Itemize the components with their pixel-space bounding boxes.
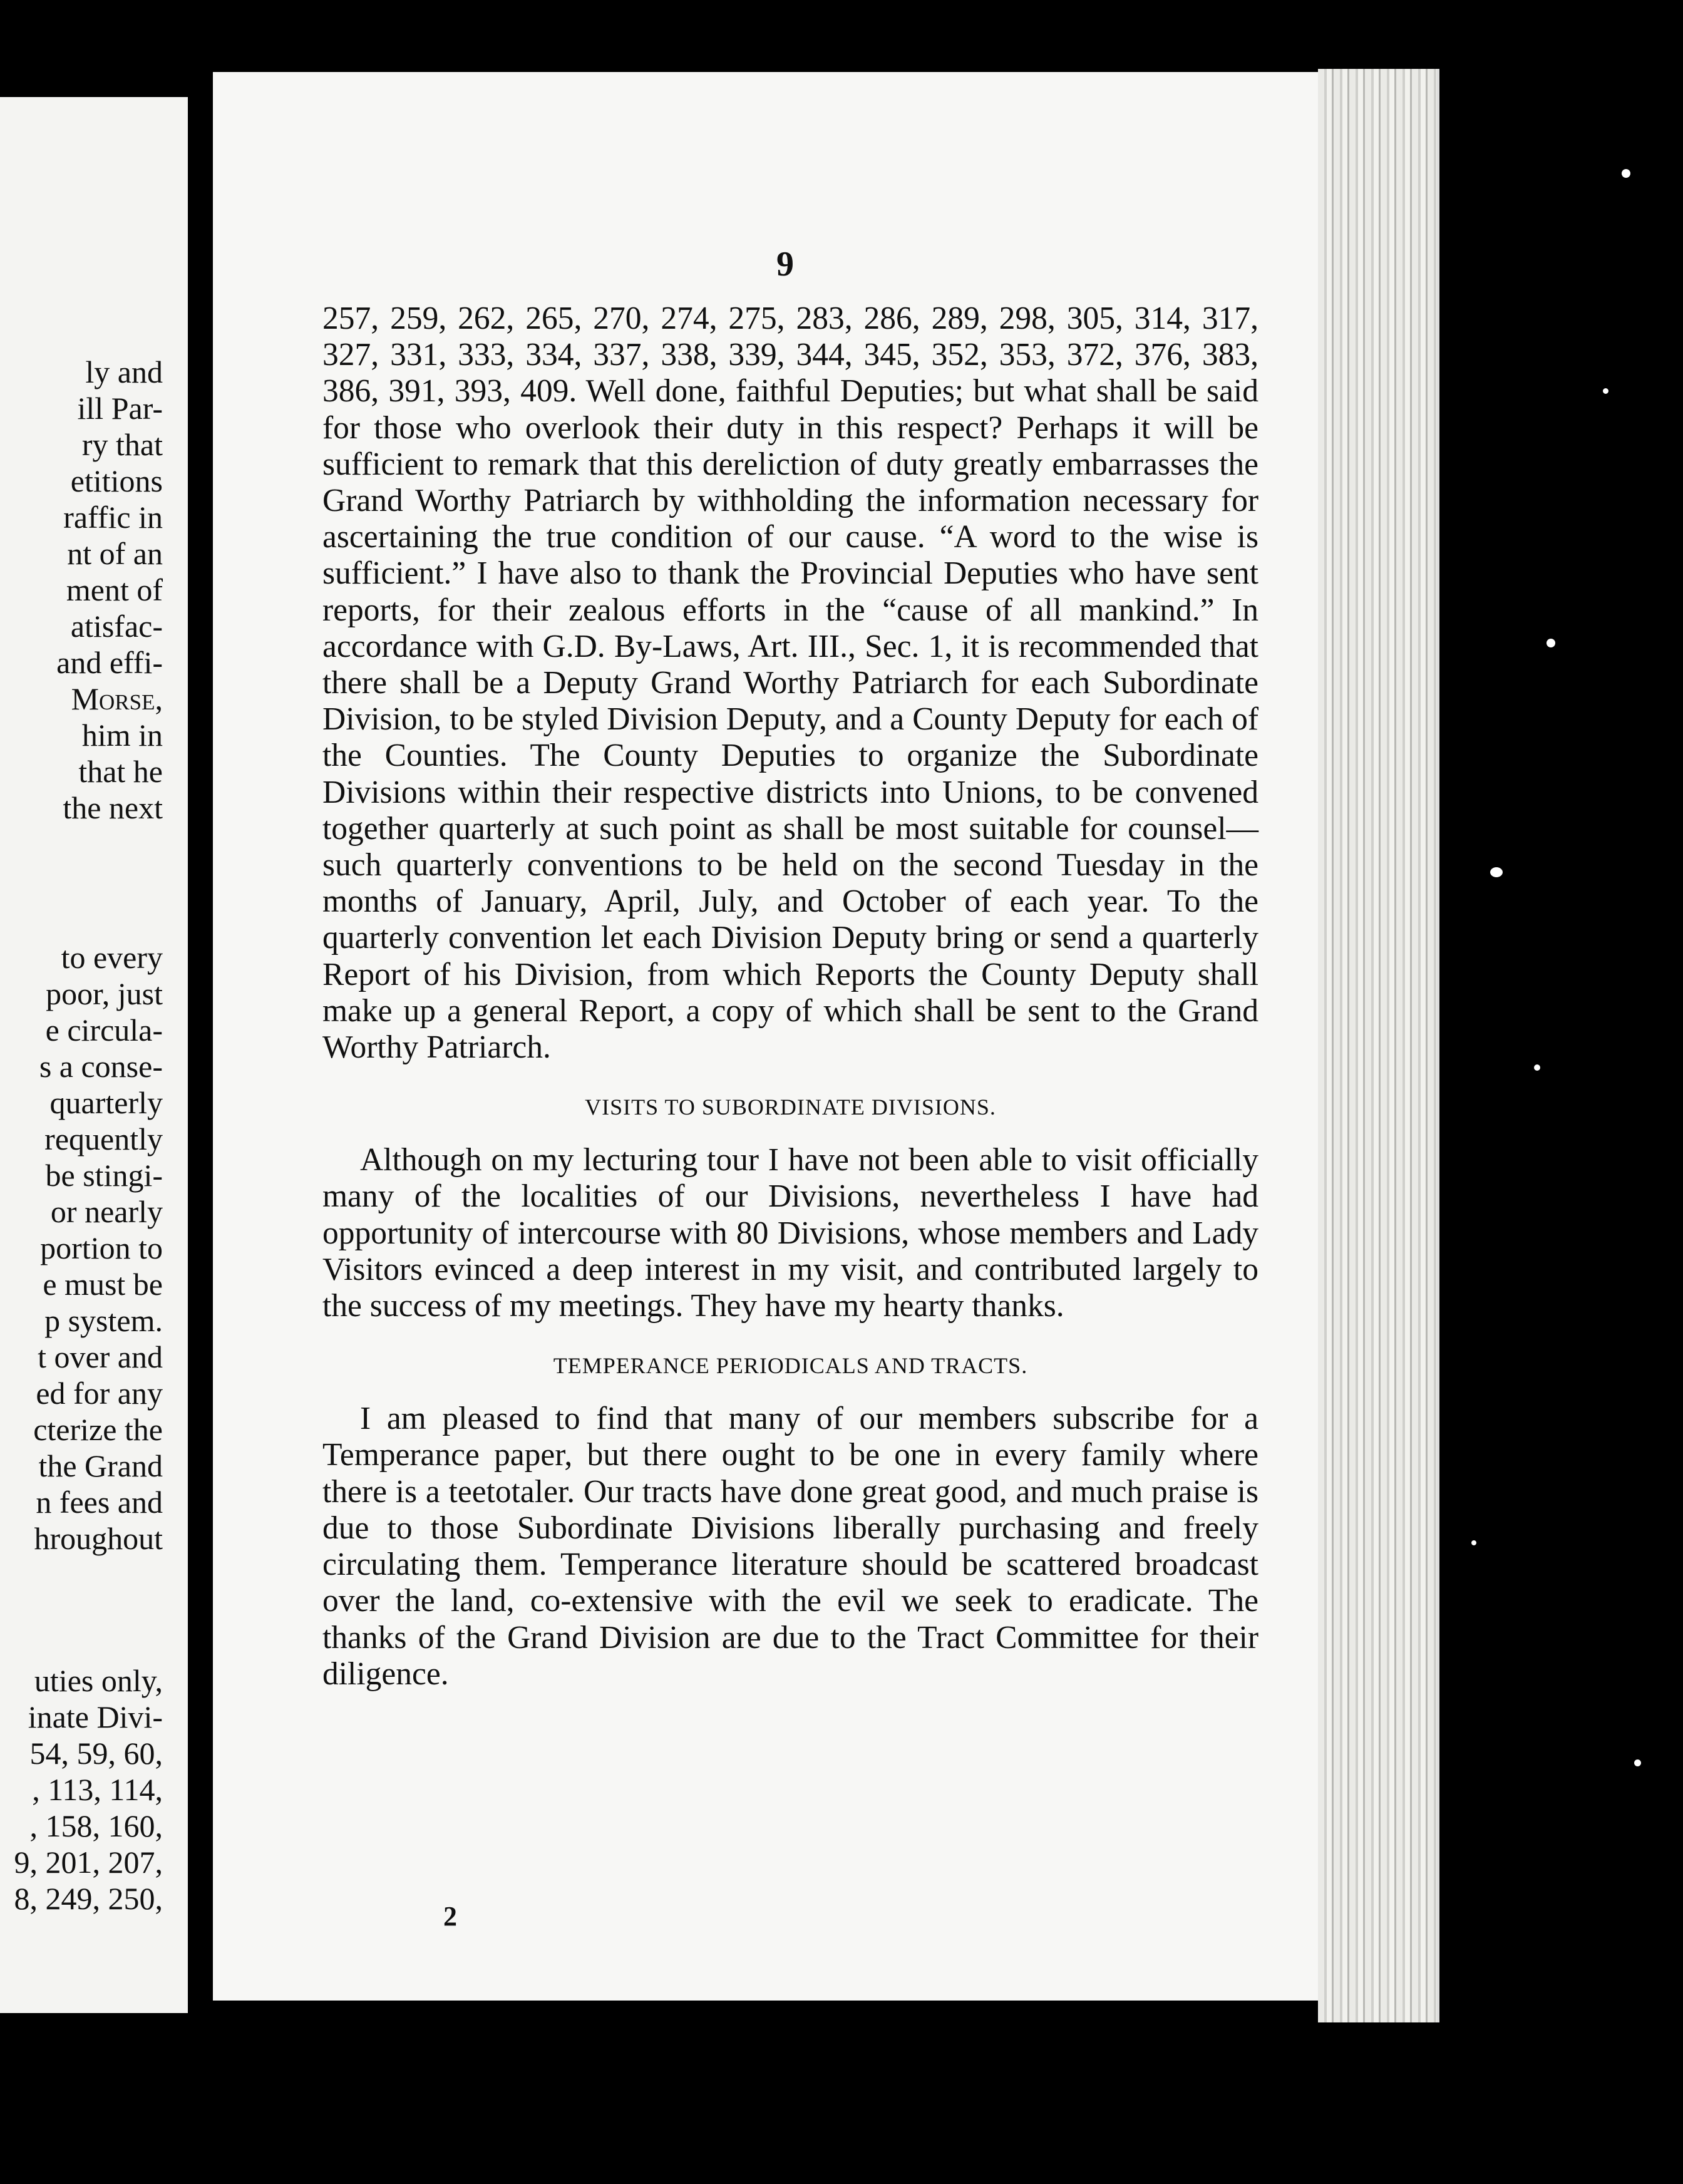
left-line: be stingi-	[45, 1158, 163, 1193]
left-line: hroughout	[34, 1521, 163, 1556]
left-line: t over and	[38, 1339, 163, 1374]
left-line: ill Par-	[77, 391, 163, 426]
left-line: the next	[63, 790, 163, 825]
left-line: atisfac-	[70, 609, 163, 644]
left-line: and effi-	[56, 645, 163, 680]
paragraph-temperance: I am pleased to find that many of our members subscribe for a Temperance paper, but there ought to be one in every family where there is a teetotaler. Our tracts have done great good, and much praise is due to those Subordinate Divisions liberally purchasing and freely circulating them. Temperance literature should be scattered broadcast over the land, co-extensive with the evil we seek to eradicate. The thanks of the Grand Division are due to the Tract Committee for their diligence.	[322, 1401, 1258, 1692]
left-line: him in	[81, 718, 163, 753]
heading-temperance: TEMPERANCE PERIODICALS AND TRACTS.	[553, 1353, 1028, 1379]
dust-speck	[1634, 1759, 1641, 1766]
left-line: 54, 59, 60,	[29, 1736, 163, 1771]
paragraph-deputies: 257, 259, 262, 265, 270, 274, 275, 283, 286, 289, 298, 305, 314, 317, 327, 331, 333, 334, 337, 338, 339, 344, 345, 352, 353, 372, 376, 383, 386, 391, 393, 409. Well done, faithful Deputies; but what shall be said for those who overlook their duty in this respect? Perhaps it will be sufficient to remark that this dereliction of duty greatly embarrasses the Grand Worthy Patriarch by withholding the information necessary for ascertaining the true condition of our cause. “A word to the wise is sufficient.” I have also to thank the Provincial Deputies who have sent reports, for their zealous efforts in the “cause of all mankind.” In accordance with G.D. By-Laws, Art. III., Sec. 1, it is recommended that there shall be a Deputy Grand Worthy Patriarch for each Subordinate Division, to be styled Division Deputy, and a County Deputy for each of the Counties. The County Deputies to organize the Subordinate Divisions within their respective districts into Unions, to be convened together quarterly at such point as shall be most suitable for counsel—such quarterly conventions to be held on the second Tuesday in the months of January, April, July, and October of each year. To the quarterly convention let each Division Deputy bring or send a quarterly Report of his Division, from which Reports the County Deputy shall make up a general Report, a copy of which shall be sent to the Grand Worthy Patriarch.	[322, 301, 1258, 1066]
left-line: portion to	[40, 1230, 163, 1265]
left-line: raffic in	[63, 500, 163, 535]
left-line: Morse,	[71, 681, 163, 716]
paragraph-visits: Although on my lecturing tour I have not been able to visit officially many of the localities of our Divisions, nevertheless I have had opportunity of intercourse with 80 Divisions, whose members and Lady Visitors evinced a deep interest in my visit, and contributed largely to the success of my meetings. They have my hearty thanks.	[322, 1142, 1258, 1324]
left-line: ly and	[85, 354, 163, 389]
left-line: ed for any	[36, 1376, 163, 1411]
left-line: ry that	[81, 427, 163, 462]
left-line: etitions	[70, 463, 163, 498]
left-line: nt of an	[67, 536, 163, 571]
heading-visits: VISITS TO SUBORDINATE DIVISIONS.	[585, 1095, 996, 1120]
left-line: cterize the	[33, 1412, 163, 1447]
left-line: to every	[61, 940, 163, 975]
left-line: ment of	[66, 572, 163, 607]
dust-speck	[1471, 1540, 1476, 1545]
dust-speck	[1547, 639, 1555, 647]
left-line: the Grand	[38, 1448, 163, 1483]
dust-speck	[1490, 867, 1503, 877]
left-line: s a conse-	[39, 1049, 163, 1084]
left-page-top-lines	[56, 354, 163, 826]
signature-mark: 2	[443, 1901, 457, 1932]
left-line: e circula-	[45, 1012, 163, 1048]
left-line: that he	[78, 754, 163, 789]
left-line: requently	[44, 1121, 163, 1156]
page-number: 9	[776, 245, 794, 284]
left-line: e must be	[43, 1267, 163, 1302]
left-line: quarterly	[49, 1085, 163, 1120]
left-page-bottom-lines	[14, 1662, 163, 1917]
left-line: p system.	[44, 1303, 163, 1338]
left-line: 9, 201, 207,	[14, 1845, 163, 1880]
left-line: or nearly	[50, 1194, 163, 1229]
left-line: uties only,	[34, 1663, 163, 1698]
left-page	[0, 97, 192, 2013]
book-gutter	[188, 94, 214, 2029]
dust-speck	[1622, 169, 1630, 178]
left-line: inate Divi-	[28, 1699, 163, 1734]
left-line: poor, just	[46, 976, 163, 1011]
left-line: , 113, 114,	[32, 1772, 163, 1807]
page-edges	[1318, 69, 1439, 2022]
left-line: 8, 249, 250,	[14, 1881, 163, 1916]
left-line: , 158, 160,	[29, 1808, 163, 1843]
dust-speck	[1534, 1064, 1540, 1071]
left-page-middle-lines	[33, 939, 163, 1557]
page-body	[322, 301, 1258, 1692]
dust-speck	[1603, 388, 1608, 394]
left-line: n fees and	[36, 1485, 163, 1520]
